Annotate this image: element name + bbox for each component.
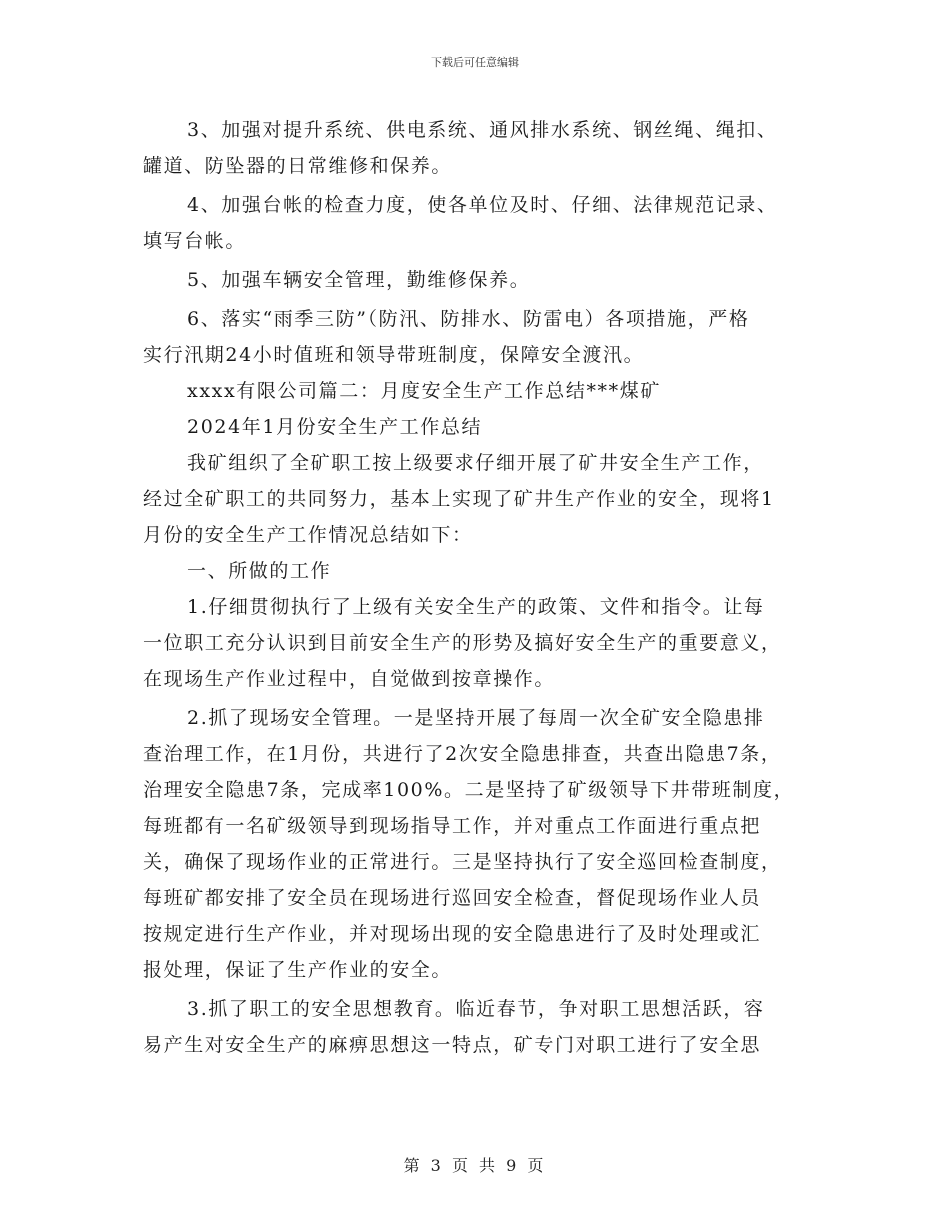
paragraph-line: 治理安全隐患7条，完成率100%。二是坚持了矿级领导下井带班制度， [143,779,795,801]
paragraph-line: 经过全矿职工的共同努力，基本上实现了矿井生产作业的安全，现将1 [143,488,775,510]
paragraph-line: 每班矿都安排了安全员在现场进行巡回安全检查，督促现场作业人员 [143,887,762,909]
paragraph-line: 月份的安全生产工作情况总结如下： [143,524,473,546]
paragraph-line: 实行汛期24小时值班和领导带班制度，保障安全渡汛。 [143,344,645,366]
paragraph-line: 4、加强台帐的检查力度，使各单位及时、仔细、法律规范记录、 [187,194,778,216]
paragraph-line: 填写台帐。 [143,230,247,252]
paragraph-line: 查治理工作，在1月份，共进行了2次安全隐患排查，共查出隐患7条， [143,743,782,765]
paragraph-line: 1.仔细贯彻执行了上级有关安全生产的政策、文件和指令。让每 [187,596,765,618]
section-title: 2024年1月份安全生产工作总结 [187,416,483,438]
paragraph-line: 按规定进行生产作业，并对现场出现的安全隐患进行了及时处理或汇 [143,923,762,945]
paragraph-line: 一位职工充分认识到目前安全生产的形势及搞好安全生产的重要意义， [143,632,782,654]
paragraph-line: 2.抓了现场安全管理。一是坚持开展了每周一次全矿安全隐患排 [187,707,765,729]
paragraph-line: 6、落实“雨季三防”（防汛、防排水、防雷电）各项措施，严格 [187,308,750,330]
paragraph-line: 5、加强车辆安全管理，勤维修保养。 [187,269,531,291]
document-body [143,112,833,1063]
section-heading: 一、所做的工作 [187,560,332,582]
section-heading: xxxx有限公司篇二：月度安全生产工作总结***煤矿 [187,380,661,402]
paragraph-line: 3.抓了职工的安全思想教育。临近春节，争对职工思想活跃，容 [187,998,765,1020]
page-header: 下载后可任意编辑 [431,56,519,69]
page-footer: 第 3 页 共 9 页 [403,1156,547,1175]
paragraph-line: 关，确保了现场作业的正常进行。三是坚持执行了安全巡回检查制度， [143,851,782,873]
paragraph-line: 每班都有一名矿级领导到现场指导工作，并对重点工作面进行重点把 [143,815,762,837]
paragraph-line: 我矿组织了全矿职工按上级要求仔细开展了矿井安全生产工作， [187,452,764,474]
paragraph-line: 报处理，保证了生产作业的安全。 [143,959,453,981]
paragraph-line: 罐道、防坠器的日常维修和保养。 [143,155,453,177]
paragraph-line: 在现场生产作业过程中，自觉做到按章操作。 [143,668,556,690]
paragraph-line: 3、加强对提升系统、供电系统、通风排水系统、钢丝绳、绳扣、 [187,119,778,141]
paragraph-line: 易产生对安全生产的麻痹思想这一特点，矿专门对职工进行了安全思 [143,1034,762,1056]
